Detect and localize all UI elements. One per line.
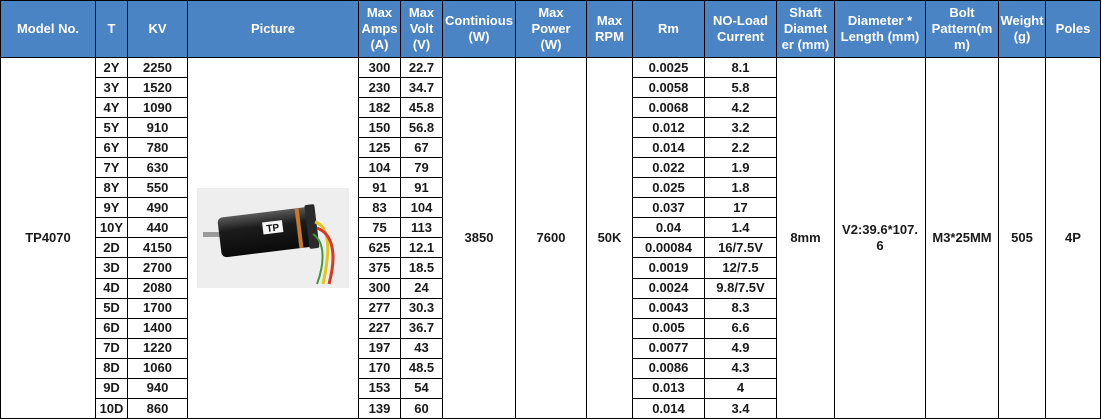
cell-kv: 1060	[128, 358, 188, 378]
cell-t: 5Y	[96, 118, 128, 138]
cell-max-rpm: 50K	[587, 58, 633, 419]
cell-max-volt: 113	[401, 218, 443, 238]
cell-max-amps: 227	[359, 318, 401, 338]
header-rm: Rm	[633, 1, 705, 58]
cell-rm: 0.013	[633, 378, 705, 398]
cell-rm: 0.005	[633, 318, 705, 338]
cell-max-volt: 36.7	[401, 318, 443, 338]
cell-max-volt: 54	[401, 378, 443, 398]
cell-t: 4D	[96, 278, 128, 298]
cell-noload-current: 12/7.5	[705, 258, 777, 278]
cell-rm: 0.022	[633, 158, 705, 178]
cell-max-volt: 18.5	[401, 258, 443, 278]
header-bolt-pattern: Bolt Pattern(m m)	[926, 1, 999, 58]
cell-continuous: 3850	[443, 58, 516, 419]
table-body	[1, 58, 1101, 419]
cell-kv: 910	[128, 118, 188, 138]
cell-kv: 2700	[128, 258, 188, 278]
cell-t: 10Y	[96, 218, 128, 238]
cell-max-amps: 104	[359, 158, 401, 178]
cell-noload-current: 1.8	[705, 178, 777, 198]
header-row	[1, 1, 1101, 58]
cell-noload-current: 17	[705, 198, 777, 218]
cell-t: 2Y	[96, 58, 128, 78]
cell-max-volt: 48.5	[401, 358, 443, 378]
cell-max-volt: 56.8	[401, 118, 443, 138]
cell-max-amps: 625	[359, 238, 401, 258]
cell-max-volt: 12.1	[401, 238, 443, 258]
cell-poles: 4P	[1046, 58, 1101, 419]
cell-kv: 2250	[128, 58, 188, 78]
cell-max-amps: 139	[359, 398, 401, 418]
cell-max-amps: 230	[359, 78, 401, 98]
cell-max-volt: 104	[401, 198, 443, 218]
cell-noload-current: 6.6	[705, 318, 777, 338]
cell-max-amps: 75	[359, 218, 401, 238]
header-t: T	[96, 1, 128, 58]
cell-t: 10D	[96, 398, 128, 418]
cell-max-amps: 182	[359, 98, 401, 118]
cell-max-volt: 60	[401, 398, 443, 418]
cell-t: 2D	[96, 238, 128, 258]
cell-t: 3Y	[96, 78, 128, 98]
cell-rm: 0.037	[633, 198, 705, 218]
cell-max-volt: 22.7	[401, 58, 443, 78]
cell-max-power: 7600	[516, 58, 587, 419]
header-shaft-diameter: Shaft Diamet er (mm)	[777, 1, 835, 58]
cell-kv: 4150	[128, 238, 188, 258]
cell-bolt-pattern: M3*25MM	[926, 58, 999, 419]
cell-rm: 0.0025	[633, 58, 705, 78]
cell-noload-current: 4	[705, 378, 777, 398]
cell-kv: 1090	[128, 98, 188, 118]
cell-max-amps: 375	[359, 258, 401, 278]
cell-noload-current: 4.3	[705, 358, 777, 378]
cell-max-amps: 197	[359, 338, 401, 358]
cell-noload-current: 9.8/7.5V	[705, 278, 777, 298]
cell-rm: 0.0043	[633, 298, 705, 318]
svg-text:TP: TP	[265, 222, 280, 236]
cell-max-amps: 277	[359, 298, 401, 318]
cell-max-volt: 24	[401, 278, 443, 298]
cell-rm: 0.0086	[633, 358, 705, 378]
cell-rm: 0.025	[633, 178, 705, 198]
cell-max-volt: 30.3	[401, 298, 443, 318]
cell-max-amps: 300	[359, 58, 401, 78]
cell-kv: 940	[128, 378, 188, 398]
cell-noload-current: 3.4	[705, 398, 777, 418]
cell-rm: 0.012	[633, 118, 705, 138]
cell-noload-current: 1.9	[705, 158, 777, 178]
cell-max-amps: 83	[359, 198, 401, 218]
cell-max-volt: 34.7	[401, 78, 443, 98]
cell-t: 9D	[96, 378, 128, 398]
cell-noload-current: 8.3	[705, 298, 777, 318]
cell-max-amps: 91	[359, 178, 401, 198]
cell-noload-current: 1.4	[705, 218, 777, 238]
cell-shaft-diameter: 8mm	[777, 58, 835, 419]
cell-t: 7Y	[96, 158, 128, 178]
header-continuous: Continious (W)	[443, 1, 516, 58]
cell-max-volt: 91	[401, 178, 443, 198]
header-kv: KV	[128, 1, 188, 58]
cell-rm: 0.0068	[633, 98, 705, 118]
header-diameter-length: Diameter * Length (mm)	[835, 1, 926, 58]
cell-kv: 780	[128, 138, 188, 158]
cell-t: 6Y	[96, 138, 128, 158]
header-noload-current: NO-Load Current	[705, 1, 777, 58]
cell-noload-current: 16/7.5V	[705, 238, 777, 258]
cell-rm: 0.00084	[633, 238, 705, 258]
cell-kv: 630	[128, 158, 188, 178]
cell-kv: 490	[128, 198, 188, 218]
cell-rm: 0.04	[633, 218, 705, 238]
header-max-amps: Max Amps (A)	[359, 1, 401, 58]
cell-t: 6D	[96, 318, 128, 338]
cell-max-amps: 300	[359, 278, 401, 298]
header-max-volt: Max Volt (V)	[401, 1, 443, 58]
cell-kv: 1400	[128, 318, 188, 338]
motor-photo-icon	[197, 188, 349, 288]
cell-max-volt: 43	[401, 338, 443, 358]
header-max-power: Max Power (W)	[516, 1, 587, 58]
cell-t: 9Y	[96, 198, 128, 218]
cell-noload-current: 8.1	[705, 58, 777, 78]
header-picture: Picture	[188, 1, 359, 58]
cell-rm: 0.0019	[633, 258, 705, 278]
cell-rm: 0.0024	[633, 278, 705, 298]
cell-max-amps: 150	[359, 118, 401, 138]
header-max-rpm: Max RPM	[587, 1, 633, 58]
cell-t: 8Y	[96, 178, 128, 198]
cell-t: 3D	[96, 258, 128, 278]
cell-kv: 1220	[128, 338, 188, 358]
cell-noload-current: 4.2	[705, 98, 777, 118]
cell-model: TP4070	[1, 58, 96, 419]
cell-noload-current: 4.9	[705, 338, 777, 358]
cell-kv: 1700	[128, 298, 188, 318]
cell-weight: 505	[999, 58, 1046, 419]
cell-noload-current: 3.2	[705, 118, 777, 138]
cell-max-amps: 125	[359, 138, 401, 158]
header-weight: Weight (g)	[999, 1, 1046, 58]
cell-max-volt: 79	[401, 158, 443, 178]
cell-rm: 0.014	[633, 398, 705, 418]
cell-rm: 0.0058	[633, 78, 705, 98]
cell-noload-current: 5.8	[705, 78, 777, 98]
cell-t: 7D	[96, 338, 128, 358]
cell-noload-current: 2.2	[705, 138, 777, 158]
cell-kv: 550	[128, 178, 188, 198]
cell-max-amps: 170	[359, 358, 401, 378]
cell-t: 8D	[96, 358, 128, 378]
cell-kv: 2080	[128, 278, 188, 298]
cell-t: 5D	[96, 298, 128, 318]
table-row	[1, 58, 1101, 78]
cell-max-volt: 45.8	[401, 98, 443, 118]
cell-rm: 0.014	[633, 138, 705, 158]
cell-rm: 0.0077	[633, 338, 705, 358]
cell-kv: 1520	[128, 78, 188, 98]
cell-picture	[188, 58, 359, 419]
cell-max-volt: 67	[401, 138, 443, 158]
cell-t: 4Y	[96, 98, 128, 118]
cell-kv: 440	[128, 218, 188, 238]
header-poles: Poles	[1046, 1, 1101, 58]
header-model: Model No.	[1, 1, 96, 58]
cell-kv: 860	[128, 398, 188, 418]
cell-diameter-length: V2:39.6*107. 6	[835, 58, 926, 419]
cell-max-amps: 153	[359, 378, 401, 398]
